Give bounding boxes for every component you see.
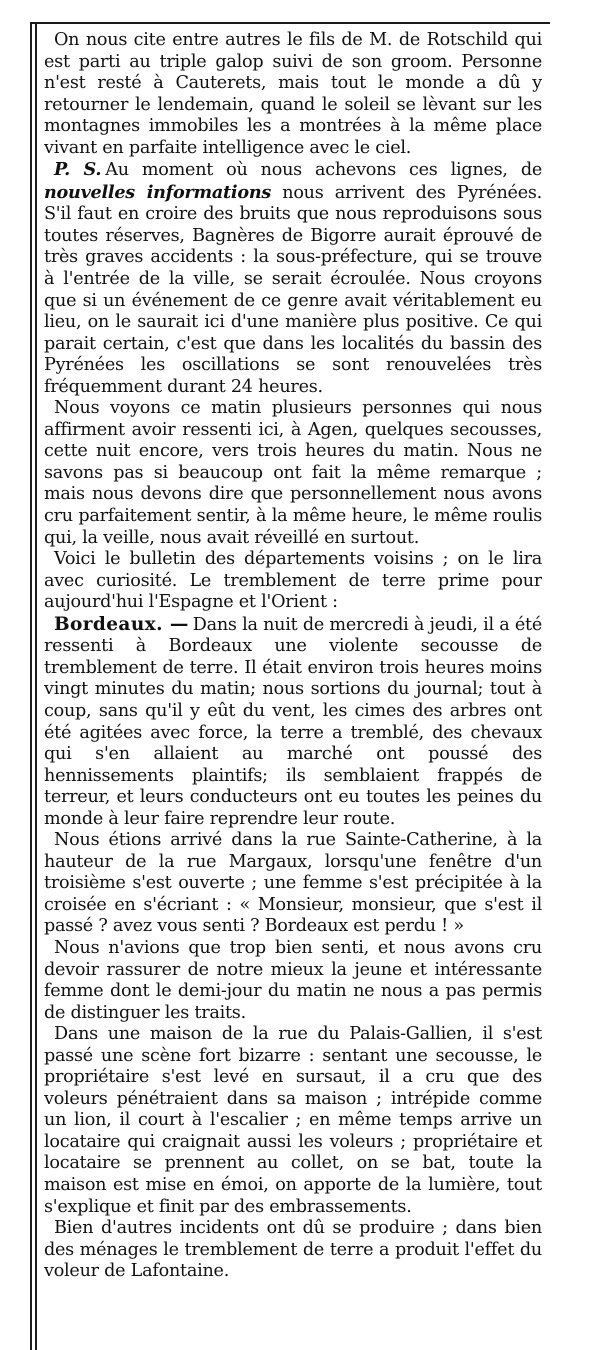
paragraph-postscript xyxy=(44,159,542,398)
column-rule-left-inner xyxy=(35,22,37,1350)
bordeaux-text: Dans la nuit de mercredi à jeudi, il a été ressenti à Bordeaux une violente secousse de tremblement de terre. Il était environ trois heures moins vingt minutes du matin; nous sortions du journal; tout à coup, sans qu'il y eût du vent, les cimes des arbres ont été agitées avec force, la terre a tremblé, des chevaux qui s'en allaient au marché ont poussé des hennissements plaintifs; ils semblaient frappés de terreur, et leurs conducteurs ont eu toutes les peines du monde à leur faire reprendre leur route. xyxy=(44,614,542,829)
paragraph-agen: Nous voyons ce matin plusieurs personnes qui nous affirment avoir ressenti ici, à Agen, quelques secousses, cette nuit encore, vers trois heures du matin. Nous ne savons pas si beaucoup ont fait la même remarque ; mais nous devons dire que personnellement nous avons cru parfaitement sentir, à la même heure, le même roulis qui, la veille, nous avait réveillé en surtout. xyxy=(44,398,542,548)
paragraph-bordeaux xyxy=(44,614,542,830)
postscript-label: P. S. xyxy=(54,159,102,181)
article-column xyxy=(44,30,542,1345)
postscript-emphasis: nouvelles informations xyxy=(44,181,272,203)
bordeaux-heading: Bordeaux. — xyxy=(54,613,189,635)
paragraph-sainte-catherine: Nous étions arrivé dans la rue Sainte-Catherine, à la hauteur de la rue Margaux, lorsqu'une fenêtre d'un troisième s'est ouverte ; une femme s'est précipitée à la croisée en s'écriant : « Monsieur, monsieur, que s'est il passé ? avez vous senti ? Bordeaux est perdu ! » xyxy=(44,830,542,937)
paragraph-incidents: Bien d'autres incidents ont dû se produire ; dans bien des ménages le tremblement de terre a produit l'effet du voleur de Lafontaine. xyxy=(44,1218,542,1282)
postscript-text-a: Au moment où nous achevons ces lignes, de xyxy=(105,160,542,181)
paragraph-cauterets: On nous cite entre autres le fils de M. de Rotschild qui est parti au triple galop suivi de son groom. Personne n'est resté à Cauterets, mais tout le monde a dû y retourner le lendemain, quand le soleil se lèvant sur les montagnes immobiles les a montrées à la même place vivant en parfaite intelligence avec le ciel. xyxy=(44,30,542,158)
column-rule-left xyxy=(30,22,32,1350)
paragraph-rassurer: Nous n'avions que trop bien senti, et nous avons cru devoir rassurer de notre mieux la jeune et intéressante femme dont le demi-jour du matin ne nous a pas permis de distinguer les traits. xyxy=(44,937,542,1023)
column-rule-top xyxy=(30,22,550,24)
postscript-text-b: nous arrivent des Pyrénées. S'il faut en croire des bruits que nous reproduisons sous toutes réserves, Bagnères de Bigorre aurait éprouvé de très graves accidents : la sous-préfecture, qui se trouve à l'entrée de la ville, se serait écroulée. Nous croyons que si un événement de ce genre avait véritablement eu lieu, on le saurait ici d'une manière plus positive. Ce qui parait certain, c'est que dans les localités du bassin des Pyrénées les oscillations se sont renouvelées très fréquemment durant 24 heures. xyxy=(44,182,542,397)
paragraph-palais-gallien: Dans une maison de la rue du Palais-Gallien, il s'est passé une scène fort bizarre : sentant une secousse, le propriétaire s'est levé en sursaut, il a cru que des voleurs pénétraient dans sa maison ; intrépide comme un lion, il court à l'escalier ; en même temps arrive un locataire qui craignait aussi les voleurs ; propriétaire et locataire se prennent au collet, on se bat, toute la maison est mise en émoi, on apporte de la lumière, tout s'explique et finit par des embrassements. xyxy=(44,1024,542,1217)
paragraph-bulletin: Voici le bulletin des départements voisins ; on le lira avec curiosité. Le tremblement de terre prime pour aujourd'hui l'Espagne et l'Orient : xyxy=(44,549,542,613)
